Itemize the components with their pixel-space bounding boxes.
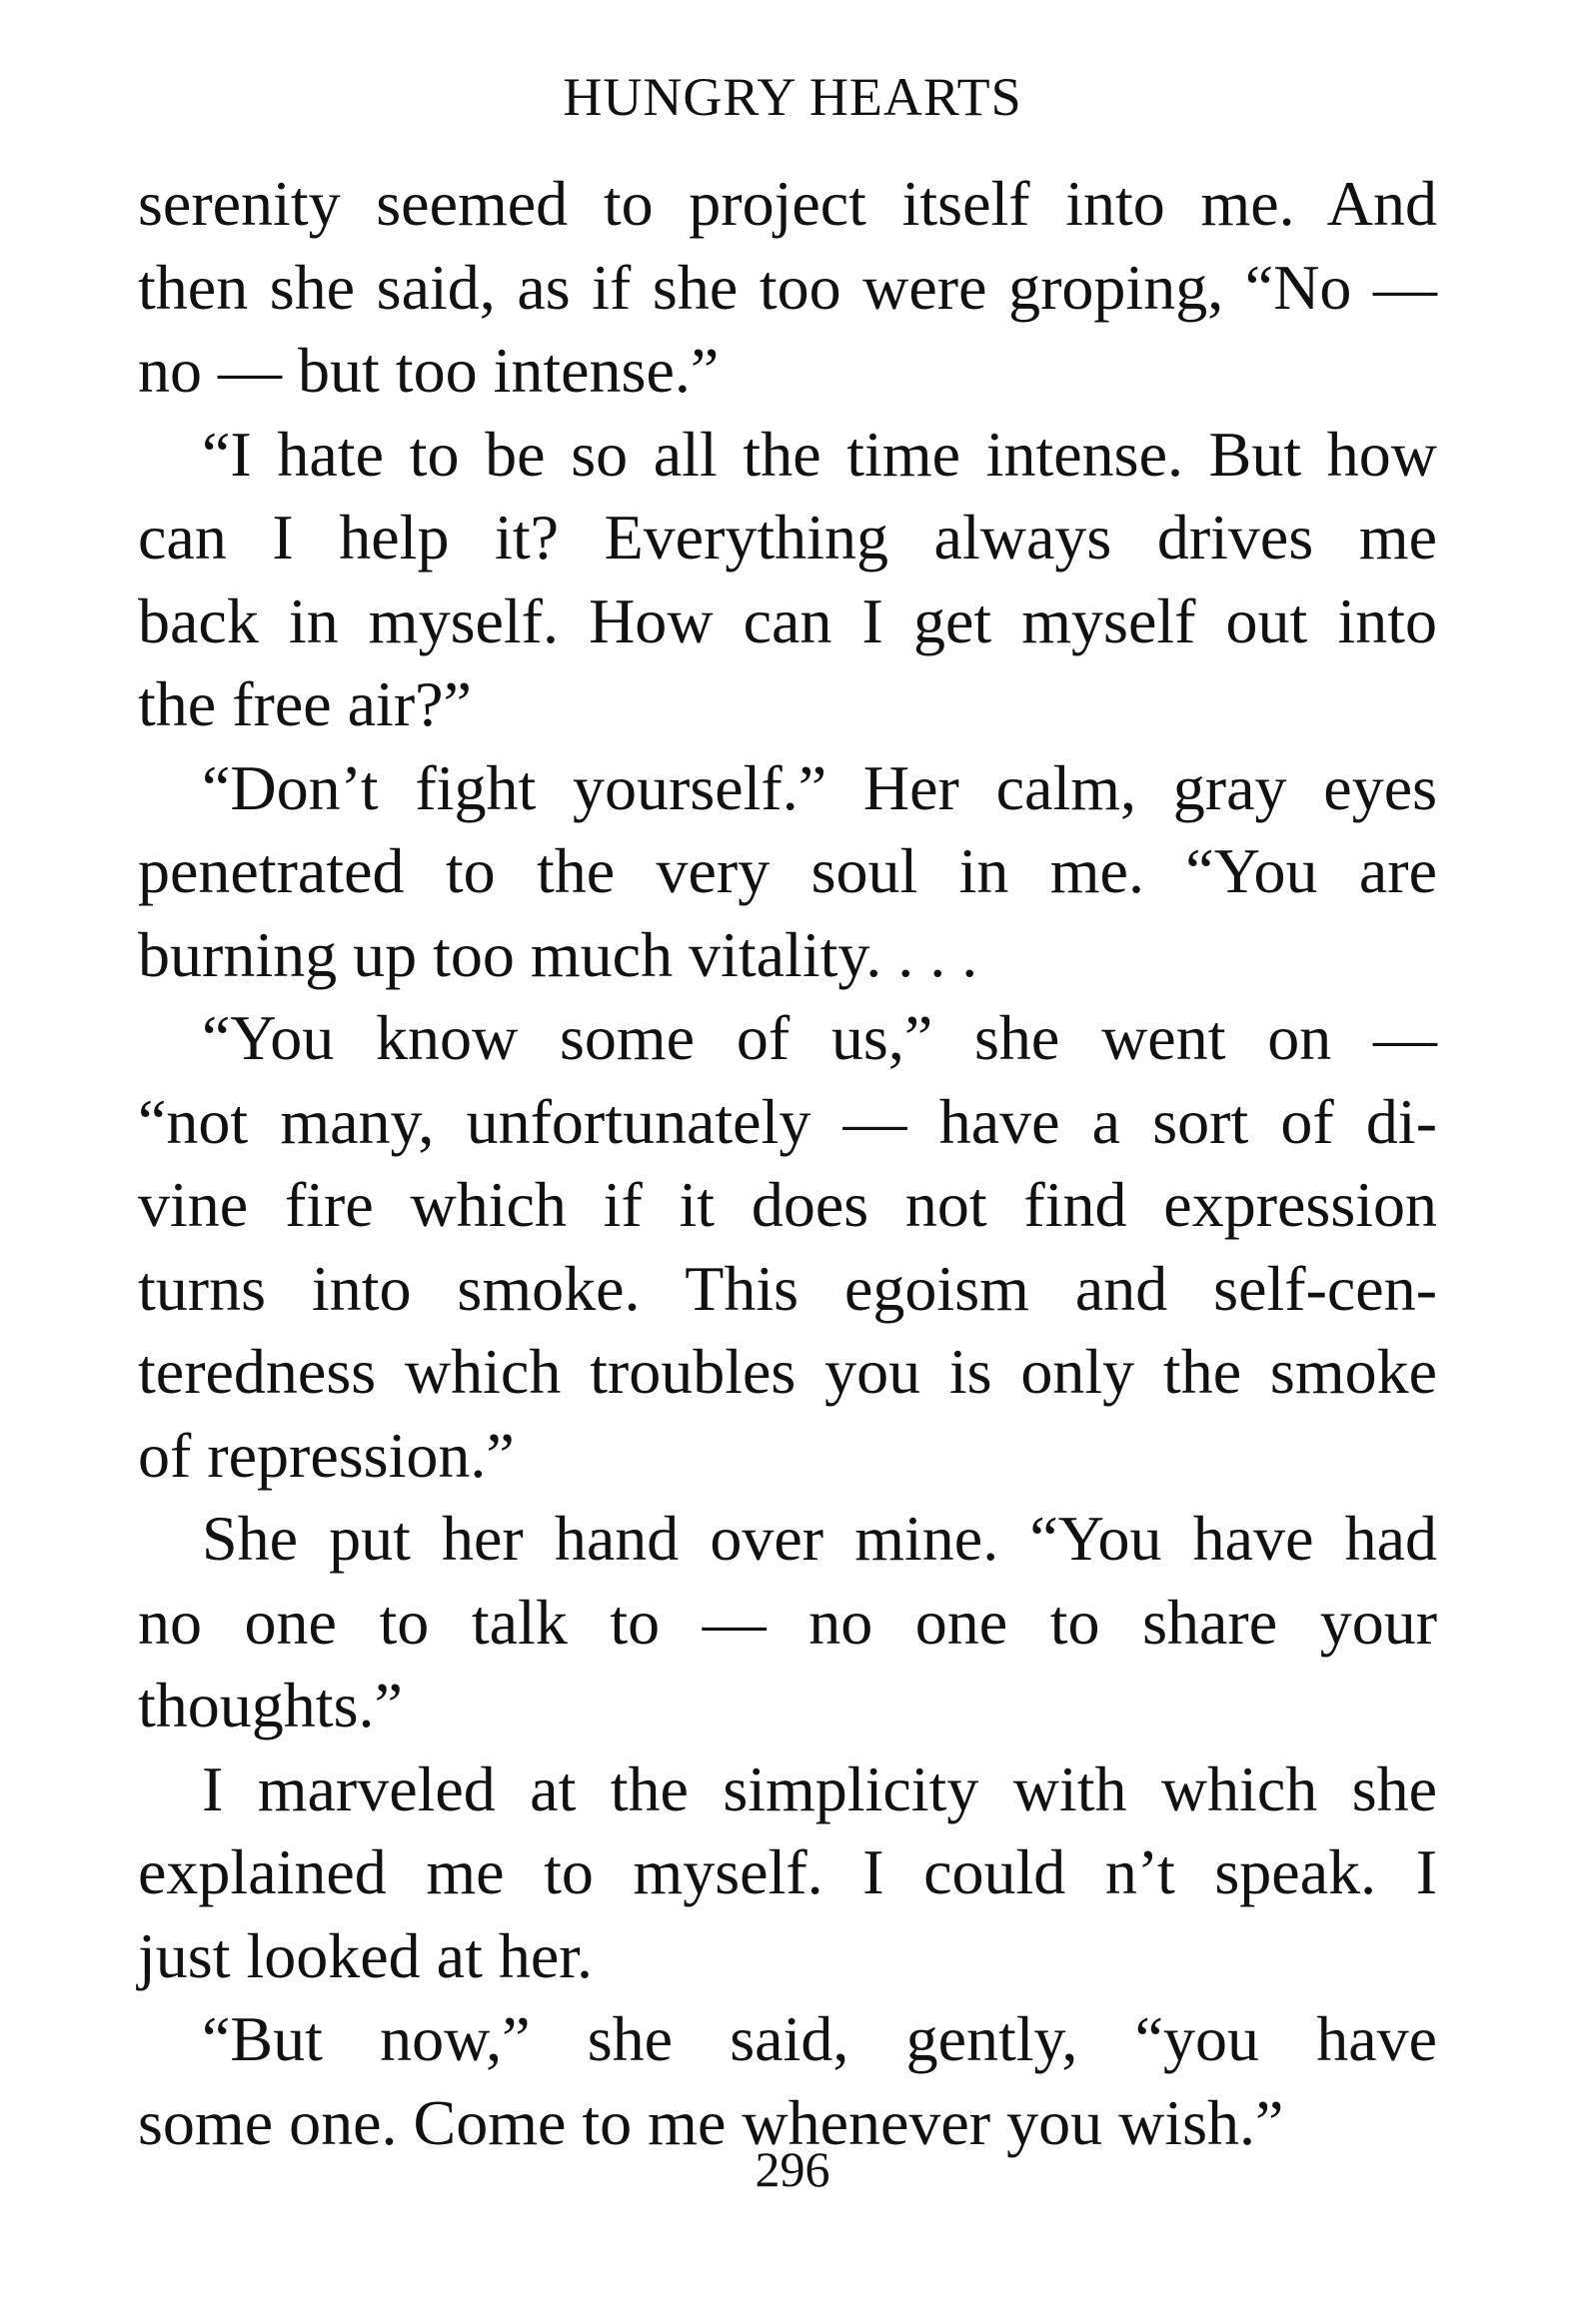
text-line: burning up too much vitality. . . . [138,918,978,990]
running-head: HUNGRY HEARTS [563,67,1022,127]
text-line: thoughts.” [138,1670,403,1741]
text-line: explained me to myself. I could n’t speak. I [138,1836,1437,1907]
page-number: 296 [755,2141,830,2197]
body-text [138,162,1437,2164]
text-line: back in myself. How can I get myself out into [138,584,1437,656]
text-line: can I help it? Everything always drives me [138,502,1437,573]
paragraph-start-line: “But now,” she said, gently, “you have [202,2003,1437,2074]
paragraph-start-line: She put her hand over mine. “You have had [202,1503,1437,1574]
paragraph-start-line: “You know some of us,” she went on — [202,1002,1437,1073]
text-line: the free air?” [138,668,472,739]
text-line: of repression.” [138,1419,515,1491]
text-line: penetrated to the very soul in me. “You are [138,835,1437,906]
text-line: no — but too intense.” [138,335,720,406]
text-line: teredness which troubles you is only the smoke [138,1336,1437,1407]
text-line: “not many, unfortunately — have a sort of di- [138,1085,1437,1157]
text-line: turns into smoke. This egoism and self-cen- [138,1252,1437,1324]
paragraph-start-line: “Don’t fight yourself.” Her calm, gray eyes [202,751,1437,823]
text-line: just looked at her. [138,1919,594,1991]
text-line: some one. Come to me whenever you wish.” [138,2086,1284,2158]
paragraph-start-line: I marveled at the simplicity with which she [202,1752,1437,1824]
text-line: serenity seemed to project itself into me. And [138,168,1437,239]
paragraph-start-line: “I hate to be so all the time intense. But how [202,418,1437,490]
text-line: no one to talk to — no one to share your [138,1586,1437,1658]
text-line: then she said, as if she too were groping, “No — [138,251,1437,323]
text-line: vine fire which if it does not find expression [138,1169,1437,1240]
